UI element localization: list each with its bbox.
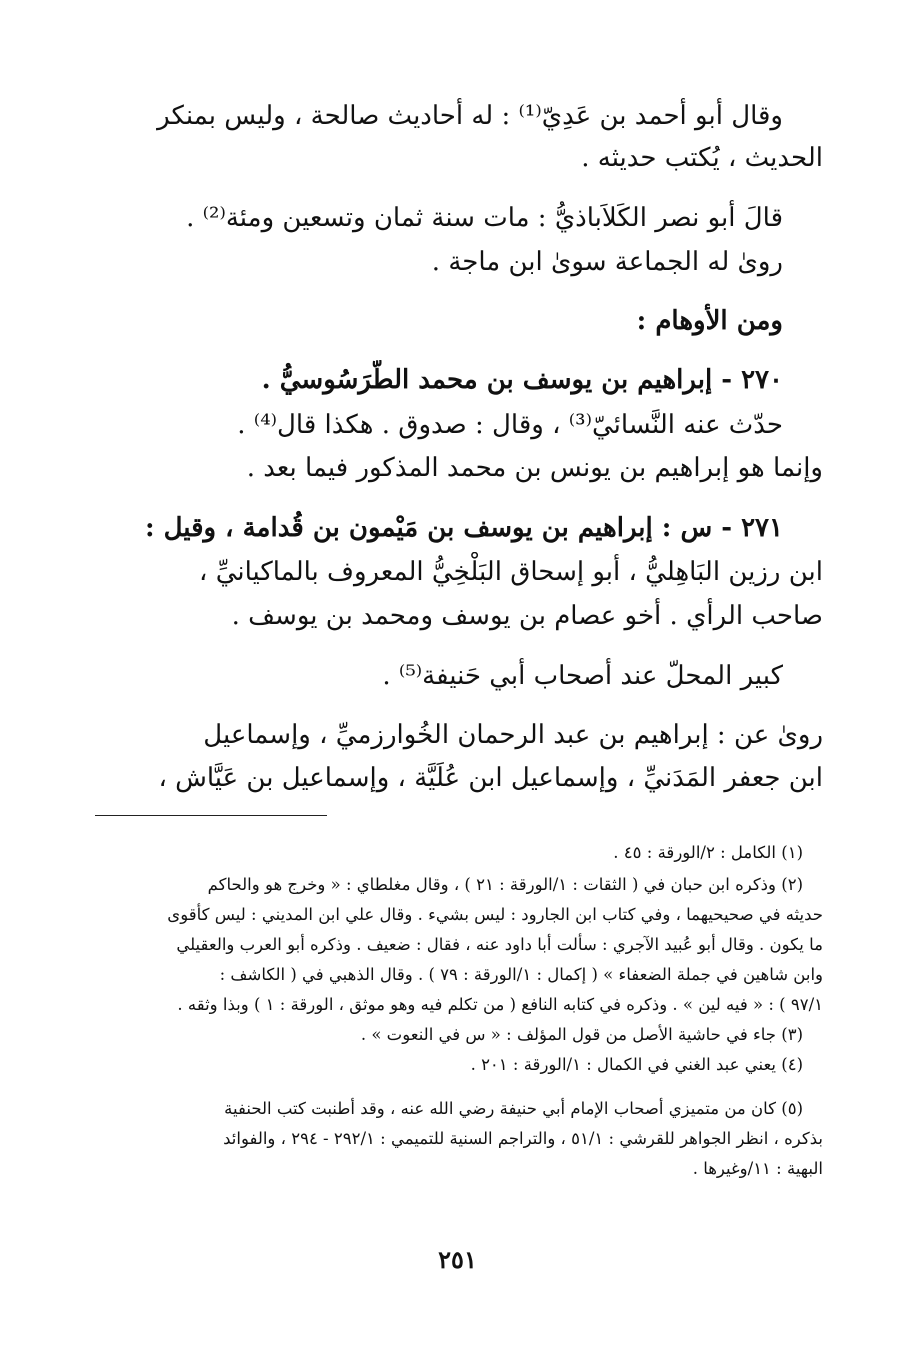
- text-line: الحديث ، يُكتب حديثه .: [581, 143, 823, 173]
- text-line: ابن جعفر المَدَنيِّ ، وإسماعيل ابن عُلَيَّة ، وإسماعيل بن عَيَّاش ،: [158, 763, 823, 793]
- footnote-separator: [95, 815, 327, 816]
- page-number: ٢٥١: [438, 1245, 477, 1274]
- text-line: روىٰ له الجماعة سوىٰ ابن ماجة .: [431, 247, 783, 277]
- footnote-line: حديثه في صحيحيهما ، وفي كتاب ابن الجارود : ليس بشيء . وقال علي ابن المديني : ليس كأقوى: [167, 905, 823, 924]
- entry-heading: ٢٧١ - س : إبراهيم بن يوسف بن مَيْمون بن قُدامة ، وقيل :: [144, 513, 783, 543]
- section-heading: ومن الأوهام :: [636, 306, 783, 336]
- entry-heading: ٢٧٠ - إبراهيم بن يوسف بن محمد الطَّرَسُوسيُّ .: [261, 365, 783, 395]
- footnote-line: (٤) يعني عبد الغني في الكمال : ١/الورقة : ٢٠١ .: [470, 1055, 803, 1074]
- text-line: صاحب الرأي . أخو عصام بن يوسف ومحمد بن يوسف .: [231, 601, 823, 631]
- footnote-line: ٩٧/١ ) : « فيه لين » . وذكره في كتابه النافع ( من تكلم فيه وهو موثق ، الورقة : ١ ) وبذا وثقه .: [177, 995, 823, 1014]
- text-line: حدّث عنه النَّسائيّ⁽³⁾ ، وقال : صدوق . هكذا قال⁽⁴⁾ .: [237, 410, 783, 440]
- text-line: روىٰ عن : إبراهيم بن عبد الرحمان الخُوارزميِّ ، وإسماعيل: [203, 720, 823, 750]
- text-line: وإنما هو إبراهيم بن يونس بن محمد المذكور فيما بعد .: [246, 453, 823, 483]
- text-line: وقال أبو أحمد بن عَدِيّ⁽¹⁾ : له أحاديث صالحة ، وليس بمنكر: [157, 101, 783, 131]
- footnote-line: (١) الكامل : ٢/الورقة : ٤٥ .: [613, 843, 803, 862]
- footnote-line: (٣) جاء في حاشية الأصل من قول المؤلف : « س في النعوت » .: [360, 1025, 803, 1044]
- text-line: كبير المحلّ عند أصحاب أبي حَنيفة⁽⁵⁾ .: [382, 661, 783, 691]
- footnote-line: (٥) كان من متميزي أصحاب الإمام أبي حنيفة رضي الله عنه ، وقد أطنبت كتب الحنفية: [224, 1099, 803, 1118]
- footnote-line: ما يكون . وقال أبو عُبيد الآجري : سألت أبا داود عنه ، فقال : ضعيف . وذكره أبو العرب والعقيلي: [176, 935, 823, 954]
- footnote-line: بذكره ، انظر الجواهر للقرشي : ٥١/١ ، والتراجم السنية للتميمي : ٢٩٢/١ - ٢٩٤ ، والفوائد: [223, 1129, 823, 1148]
- text-line: قالَ أبو نصر الكَلاَباذيُّ : مات سنة ثمان وتسعين ومئة⁽²⁾ .: [186, 203, 783, 233]
- footnote-line: البهية : ١١/وغيرها .: [692, 1159, 823, 1178]
- footnote-line: وابن شاهين في جملة الضعفاء » ( إكمال : ١/الورقة : ٧٩ ) . وقال الذهبي في ( الكاشف :: [219, 965, 823, 984]
- footnote-line: (٢) وذكره ابن حبان في ( الثقات : ١/الورقة : ٢١ ) ، وقال مغلطاي : « وخرج هو والحاكم: [207, 875, 803, 894]
- text-line: ابن رزين البَاهِليُّ ، أبو إسحاق البَلْخِيُّ المعروف بالماكيانيِّ ،: [199, 557, 823, 587]
